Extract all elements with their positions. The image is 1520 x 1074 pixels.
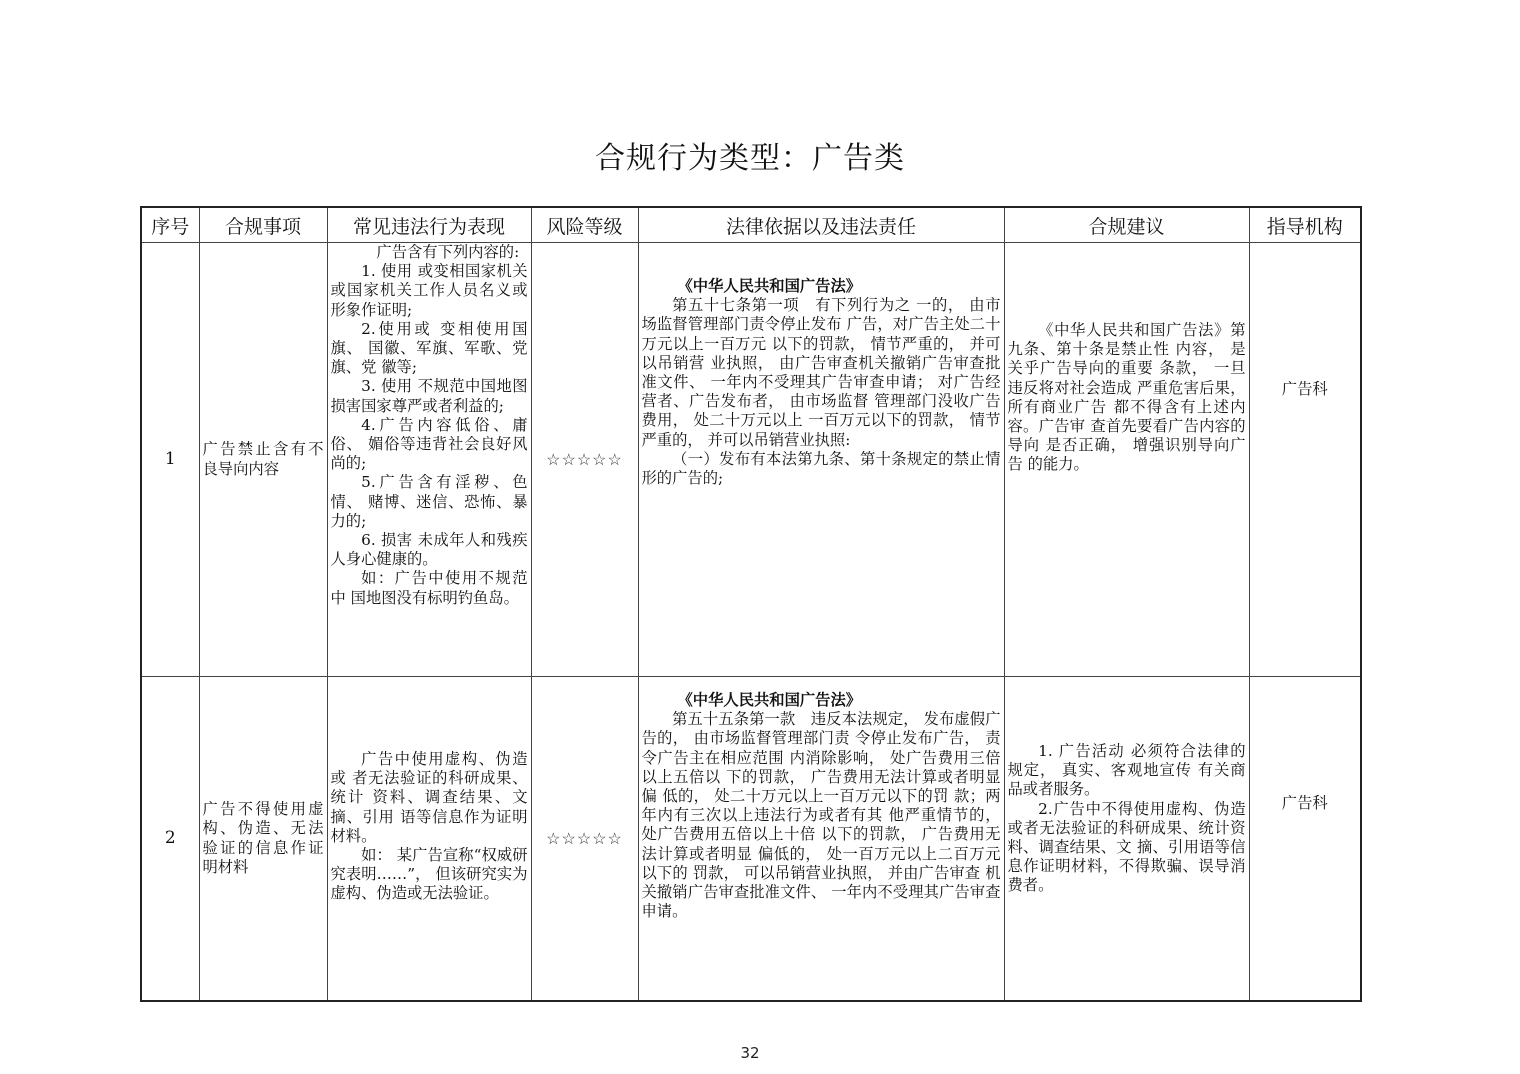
behavior-line: 如：广告中使用不规范中 国地图没有标明钓鱼岛。 xyxy=(330,569,528,607)
risk-stars: ☆☆☆☆☆ xyxy=(531,677,638,1002)
law-paragraph: 第五十七条第一项 有下列行为之 一的， 由市场监督管理部门责令停止发布 广告，对广告主处二十万元以上一百万元 以下的罚款， 情节严重的， 并可以吊销营 业执照， 由广告审查机关撤销广告审查批 准文件、 一年内不受理其广告审查申请； 对广告经营者、广告发布者， 由市场监督 管理部门没收广告费用， 处二十万元以上 一百万元以下的罚款， 情节严重的， 并可以吊销营业执照: xyxy=(641,296,1001,449)
org-label: 广告科 xyxy=(1281,794,1328,812)
row-advice xyxy=(1004,243,1249,677)
row-index: 2 xyxy=(141,677,199,1002)
row-advice xyxy=(1004,677,1249,1002)
row-org xyxy=(1249,677,1361,1002)
header-index: 序号 xyxy=(141,207,199,243)
header-law: 法律依据以及违法责任 xyxy=(638,207,1004,243)
row-law xyxy=(638,677,1004,1002)
behavior-line: 4.广告内容低俗、庸俗、 媚俗等违背社会良好风尚的; xyxy=(330,415,528,473)
behavior-line: 3. 使用 不规范中国地图 损害国家尊严或者利益的; xyxy=(330,377,528,415)
header-org: 指导机构 xyxy=(1249,207,1361,243)
advice-paragraph: 2.广告中不得使用虚构、伪造或者无法验证的科研成果、统计资料、调查结果、文 摘、引用语等信息作证明材料，不得欺骗、误导消费者。 xyxy=(1007,799,1246,895)
behavior-line: 广告含有下列内容的: xyxy=(376,243,520,261)
row-item: 广告不得使用虚构、伪造、无法验证的信息作证明材料 xyxy=(199,677,327,1002)
row-law xyxy=(638,243,1004,677)
advice-paragraph: 1. 广告活动 必须符合法律的规定， 真实、客观地宣传 有关商品或者服务。 xyxy=(1007,742,1246,799)
behavior-line: 广告中使用虚构、伪造或 者无法验证的科研成果、统计 资料、调查结果、文摘、引用 语等信息作为证明材料。 xyxy=(330,750,528,845)
row-index: 1 xyxy=(141,243,199,677)
behavior-line: 1. 使用 或变相国家机关 或国家机关工作人员名义或 形象作证明; xyxy=(330,262,528,319)
row-item: 广告禁止含有不良导向内容 xyxy=(199,243,327,677)
header-item: 合规事项 xyxy=(199,207,327,243)
behavior-line: 6. 损害 未成年人和残疾 人身心健康的。 xyxy=(330,531,528,569)
law-title: 《中华人民共和国广告法》 xyxy=(677,691,862,709)
row-behavior xyxy=(327,677,531,1002)
advice-paragraph: 《中华人民共和国广告法》第九条、第十条是禁止性 内容， 是关乎广告导向的重要 条款， 一旦违反将对社会造成 严重危害后果， 所有商业广告 都不得含有上述内容。广告审 查首先要看广告内容的导向 是否正确， 增强识别导向广告 的能力。 xyxy=(1007,321,1246,474)
table-row xyxy=(141,243,1361,677)
header-advice: 合规建议 xyxy=(1004,207,1249,243)
org-label: 广告科 xyxy=(1281,380,1328,398)
behavior-line: 2.使用或 变相使用国旗、 国徽、军旗、军歌、党旗、党 徽等; xyxy=(330,319,528,377)
page-title: 合规行为类型：广告类 xyxy=(595,141,905,176)
law-title: 《中华人民共和国广告法》 xyxy=(677,277,862,295)
header-risk: 风险等级 xyxy=(531,207,638,243)
row-behavior xyxy=(327,243,531,677)
row-org xyxy=(1249,243,1361,677)
behavior-line: 如： 某广告宣称“权威研 究表明……”， 但该研究实为 虚构、伪造或无法验证。 xyxy=(330,846,528,903)
law-paragraph: 第五十五条第一款 违反本法规定， 发布虚假广告的， 由市场监督管理部门责 令停止发布广告， 责令广告主在相应范围 内消除影响， 处广告费用三倍以上五倍以 下的罚款， 广告费用无法计算或者明显偏 低的， 处二十万元以上一百万元以下的罚 款；两年内有三次以上违法行为或者有其 他严重情节的， 处广告费用五倍以上十倍 以下的罚款， 广告费用无法计算或者明显 偏低的， 处一百万元以上二百万元以下的 罚款， 可以吊销营业执照， 并由广告审查 机关撤销广告审查批准文件、 一年内不受理其广告审查申请。 xyxy=(641,710,1001,921)
header-behavior: 常见违法行为表现 xyxy=(327,207,531,243)
page-number: 32 xyxy=(740,1044,760,1062)
header-row xyxy=(141,207,1361,243)
risk-stars: ☆☆☆☆☆ xyxy=(531,243,638,677)
compliance-table xyxy=(140,206,1362,1002)
behavior-line: 5.广告含有淫秽、色情、 赌博、迷信、恐怖、暴力的; xyxy=(330,473,528,530)
table-row xyxy=(141,677,1361,1002)
law-paragraph: （一）发布有本法第九条、第十条规定的禁止情形的广告的; xyxy=(641,449,1001,488)
